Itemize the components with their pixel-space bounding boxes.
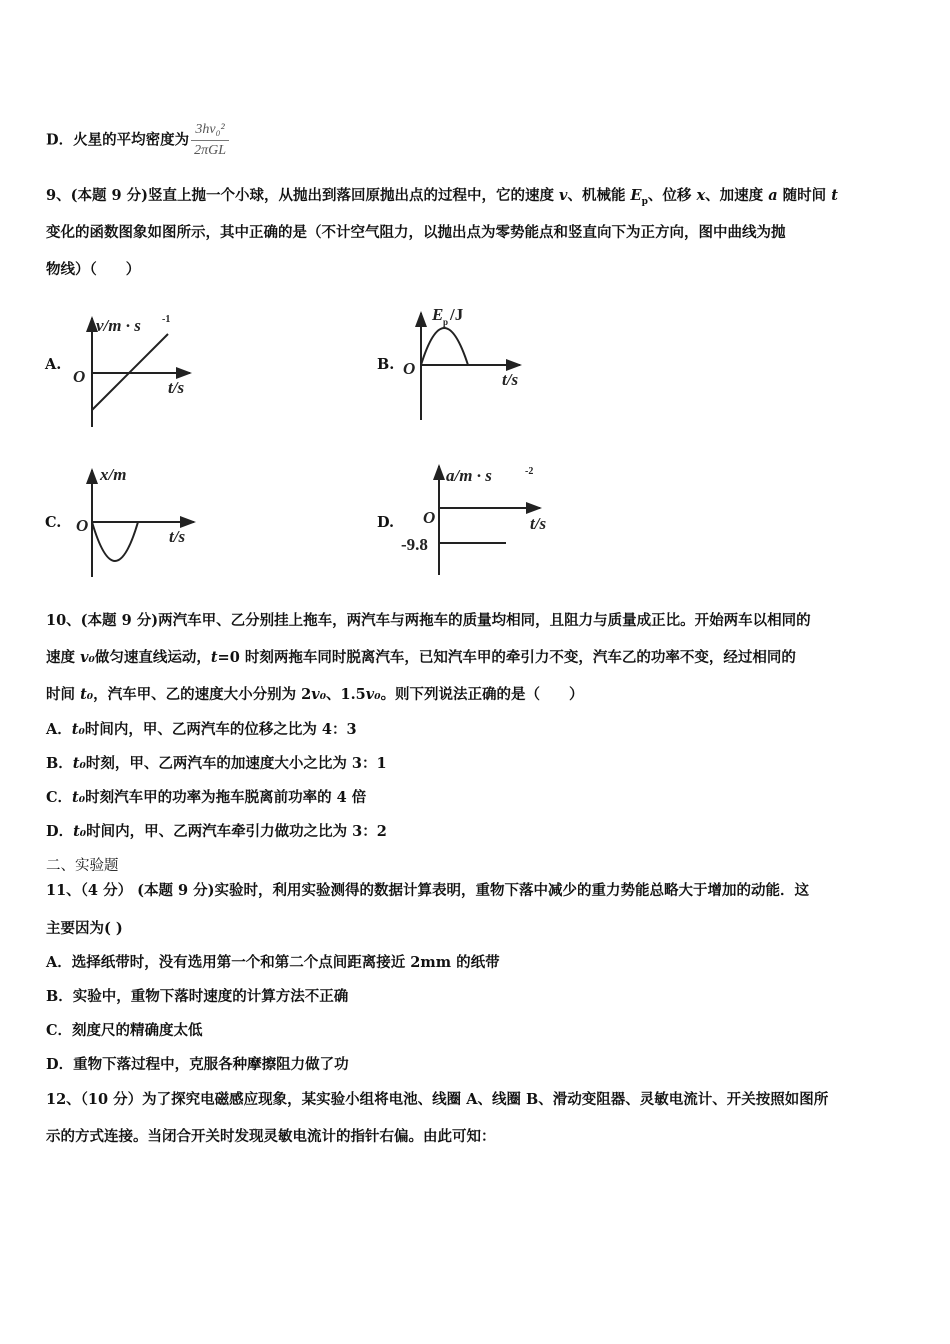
- q10-line1: 10、(本题 9 分)两汽车甲、乙分别挂上拖车，两汽车与两拖车的质量均相同，且阻力与质量成正比。开始两车以相同的: [46, 612, 811, 629]
- graph-b-ysub: p: [443, 317, 449, 327]
- graph-c-xlabel: t/s: [169, 527, 186, 546]
- text: D．: [46, 823, 74, 840]
- graph-b-yunit: /J: [450, 305, 464, 324]
- graph-c-origin: O: [76, 516, 89, 535]
- text: 时间内，甲、乙两汽车的位移之比为 4：3: [84, 721, 357, 738]
- graph-b-option: B.: [377, 356, 395, 373]
- q12-line1: 12、（10 分）为了探究电磁感应现象，某实验小组将电池、线圈 A、线圈 B、滑动变阻器、灵敏电流计、开关按照如图所: [46, 1091, 829, 1108]
- text: 、机械能: [567, 187, 631, 204]
- text: C．: [46, 789, 73, 806]
- graph-d-ylabel: a/m · s: [446, 466, 492, 485]
- text: ，汽车甲、乙的速度大小分别为 2: [93, 686, 312, 703]
- q10-option-d: [46, 822, 387, 842]
- graph-a-xlabel: t/s: [168, 378, 185, 397]
- text: p: [641, 196, 648, 207]
- graph-c-option: C.: [45, 514, 62, 531]
- text: B．: [46, 755, 73, 772]
- text: 时刻汽车甲的功率为拖车脱离前功率的 4 倍: [85, 789, 367, 806]
- text: t₀: [72, 789, 86, 806]
- q10-line2: [46, 648, 796, 668]
- text: 、1.5: [326, 686, 366, 703]
- text: 时间内，甲、乙两汽车牵引力做功之比为 3：2: [86, 823, 387, 840]
- energy-curve: [421, 328, 468, 365]
- text: 、加速度: [705, 187, 769, 204]
- text: 做匀速直线运动，: [94, 649, 211, 666]
- graph-a-origin: O: [73, 367, 86, 386]
- text: t: [831, 187, 838, 204]
- graph-b-ylabel: E: [432, 305, 444, 324]
- q12-line2: 示的方式连接。当闭合开关时发现灵敏电流计的指针右偏。由此可知：: [46, 1128, 496, 1145]
- text: E: [630, 187, 642, 204]
- q9-line3: 物线）（ ）: [46, 261, 141, 278]
- text: t: [210, 649, 218, 666]
- q10-line3: [46, 685, 584, 705]
- graph-d-origin: O: [423, 508, 436, 527]
- text: v: [559, 187, 568, 204]
- text: x: [696, 187, 706, 204]
- text: 时刻，甲、乙两汽车的加速度大小之比为 3：1: [85, 755, 387, 772]
- text: v₀: [365, 686, 381, 703]
- text: 、位移: [647, 187, 697, 204]
- formula-numerator: 3hv₀²: [191, 120, 229, 141]
- section-heading: 二、实验题: [46, 858, 119, 874]
- text: t₀: [71, 721, 85, 738]
- text: v₀: [80, 649, 95, 666]
- graph-a-ysup: -1: [162, 314, 171, 325]
- q11-option-b: B．实验中，重物下落时速度的计算方法不正确: [46, 988, 349, 1005]
- graph-b-xlabel: t/s: [502, 370, 519, 389]
- q11-option-d: D．重物下落过程中，克服各种摩擦阻力做了功: [46, 1056, 349, 1073]
- graph-d-xlabel: t/s: [530, 514, 547, 533]
- graph-c-ylabel: x/m: [100, 465, 127, 484]
- q11-line1: 11、（4 分） (本题 9 分)实验时，利用实验测得的数据计算表明，重物下落中减少的重力势能总略大于增加的动能．这: [46, 882, 810, 899]
- text: 9、(本题 9 分)竖直上抛一个小球，从抛出到落回原抛出点的过程中，它的速度: [46, 187, 560, 204]
- q9-line2: 变化的函数图象如图所示，其中正确的是（不计空气阻力，以抛出点为零势能点和竖直向下为正方向，图中曲线为抛: [46, 224, 786, 241]
- graph-d-value: -9.8: [401, 535, 428, 554]
- q11-option-c: C．刻度尺的精确度太低: [46, 1022, 203, 1039]
- text: 时间: [46, 686, 81, 703]
- text: 随时间: [777, 187, 832, 204]
- q10-option-a: [46, 720, 357, 740]
- graph-a-option: A.: [45, 356, 62, 373]
- displacement-curve: [92, 522, 138, 561]
- q10-option-b: [46, 754, 387, 774]
- graph-b-origin: O: [403, 359, 416, 378]
- text: =0 时刻两拖车同时脱离汽车，已知汽车甲的牵引力不变，汽车乙的功率不变，经过相同的: [217, 649, 796, 666]
- q11-option-a: A．选择纸带时，没有选用第一个和第二个点间距离接近 2mm 的纸带: [46, 954, 500, 971]
- graph-b: [421, 313, 520, 420]
- text: A．: [46, 721, 72, 738]
- q10-option-c: [46, 788, 366, 808]
- text: 。则下列说法正确的是（ ）: [380, 686, 584, 703]
- text: 速度: [46, 649, 81, 666]
- graph-d-option: D.: [377, 514, 395, 531]
- graph-d-ysup: -2: [525, 466, 534, 477]
- graph-c: [92, 470, 194, 577]
- text: t₀: [72, 755, 86, 772]
- formula-denominator: 2πGL: [194, 143, 226, 158]
- text: v₀: [311, 686, 327, 703]
- text: a: [768, 187, 778, 204]
- option-text: D．火星的平均密度为: [46, 131, 190, 149]
- text: t₀: [73, 823, 87, 840]
- q11-line2: 主要因为( ): [46, 920, 123, 937]
- graph-a-ylabel: v/m · s: [96, 316, 141, 335]
- text: t₀: [80, 686, 94, 703]
